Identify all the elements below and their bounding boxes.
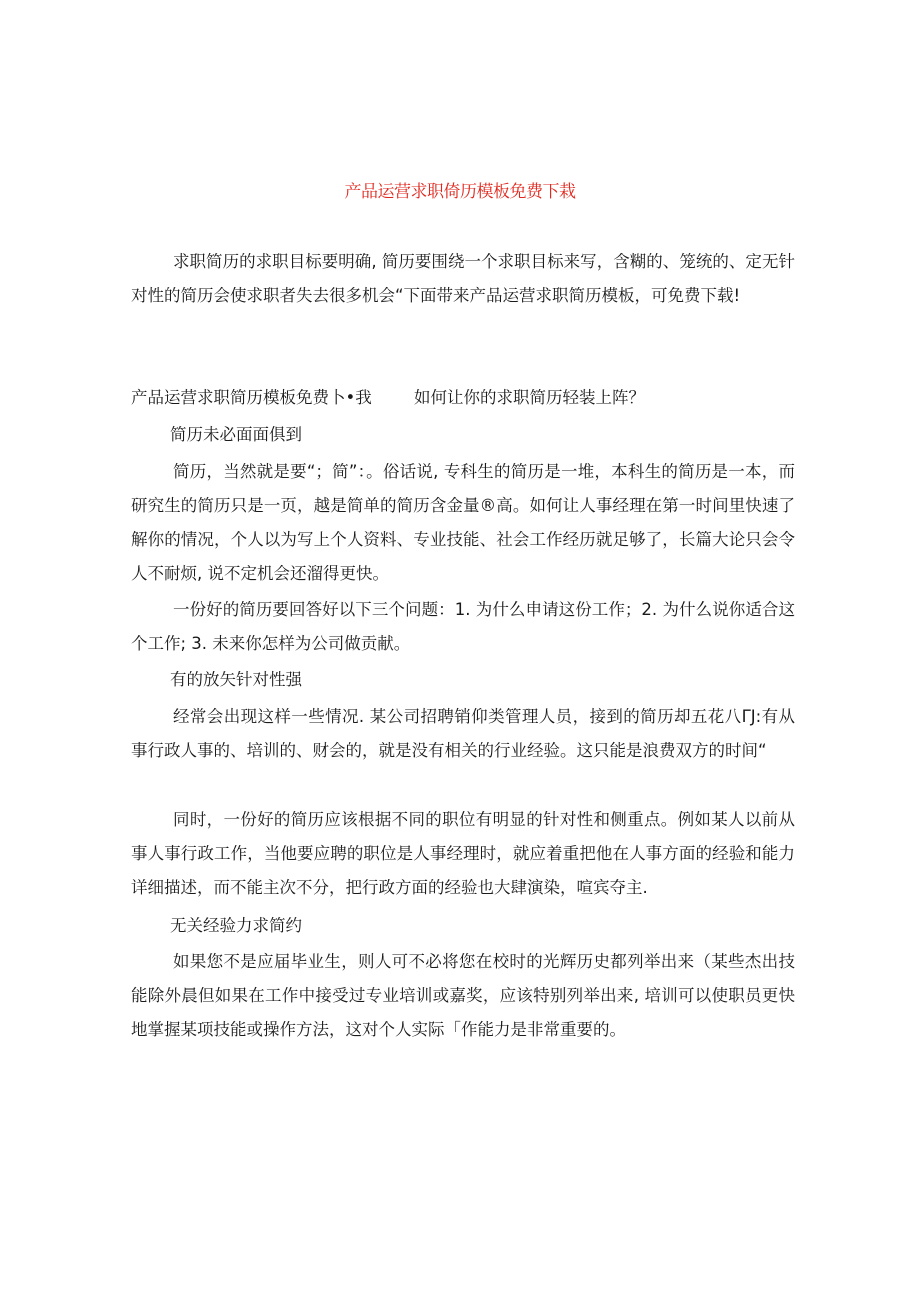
section-heading-2: 有的放矢针对性强 — [170, 670, 302, 689]
section3-paragraph-1: 如果您不是应届毕业生，则人可不必将您在校时的光辉历史都列举出来（某些杰出技能除外晨但如果在工作中接受过专业培训或嘉奖，应该特别列举出来, 培训可以使职员更快地掌握某项技能或操作方法，这对个人实际「作能力是非常重要的。 — [131, 952, 795, 1039]
section-heading-3: 无关经验力求简约 — [170, 916, 302, 935]
subtitle-left: 产品运营求职简历模板免费卜•我 — [131, 388, 372, 407]
section2-paragraph-1: 经常会出现这样一些情况. 某公司招聘销仰类管理人员，接到的简历却五花八ΓJ:有从事行政人事的、培训的、财会的，就是没有相关的行业经验。这只能是浪费双方的时间“ — [131, 707, 795, 760]
section1-paragraph-2: 一份好的简历要回答好以下三个问题：1. 为什么申请这份工作；2. 为什么说你适合这个工作; 3. 未来你怎样为公司做贡献。 — [131, 600, 795, 653]
section2-paragraph-2: 同时，一份好的简历应该根据不同的职位有明显的针对性和侧重点。例如某人以前从事人事行政工作，当他要应聘的职位是人事经理时，就应着重把他在人事方面的经验和能力详细描述，而不能主次不分，把行政方面的经验也大肆演染，喧宾夺主. — [131, 810, 795, 897]
subtitle-right: 如何让你的求职简历轻装上阵？ — [414, 388, 645, 407]
section1-paragraph-1: 简历，当然就是要“；简”：。俗话说, 专科生的简历是一堆，本科生的简历是一本，而研究生的简历只是一页，越是简单的简历含金量®高。如何让人事经理在第一时间里快速了解你的情况，个人以为写上个人资料、专业技能、社会工作经历就足够了，长篇大论只会令人不耐烦, 说不定机会还溜得更快。 — [131, 462, 795, 583]
section-heading-1: 简历未必面面俱到 — [170, 425, 302, 444]
document-title: 产品运营求职倚历模板免费下栽 — [344, 182, 576, 202]
intro-paragraph: 求职简历的求职目标要明确, 简历要围绕一个求职目标来写，含糊的、笼统的、定无针对性的简历会使求职者失去很多机会“下面带来产品运营求职简历模板，可免费下载! — [131, 252, 795, 305]
